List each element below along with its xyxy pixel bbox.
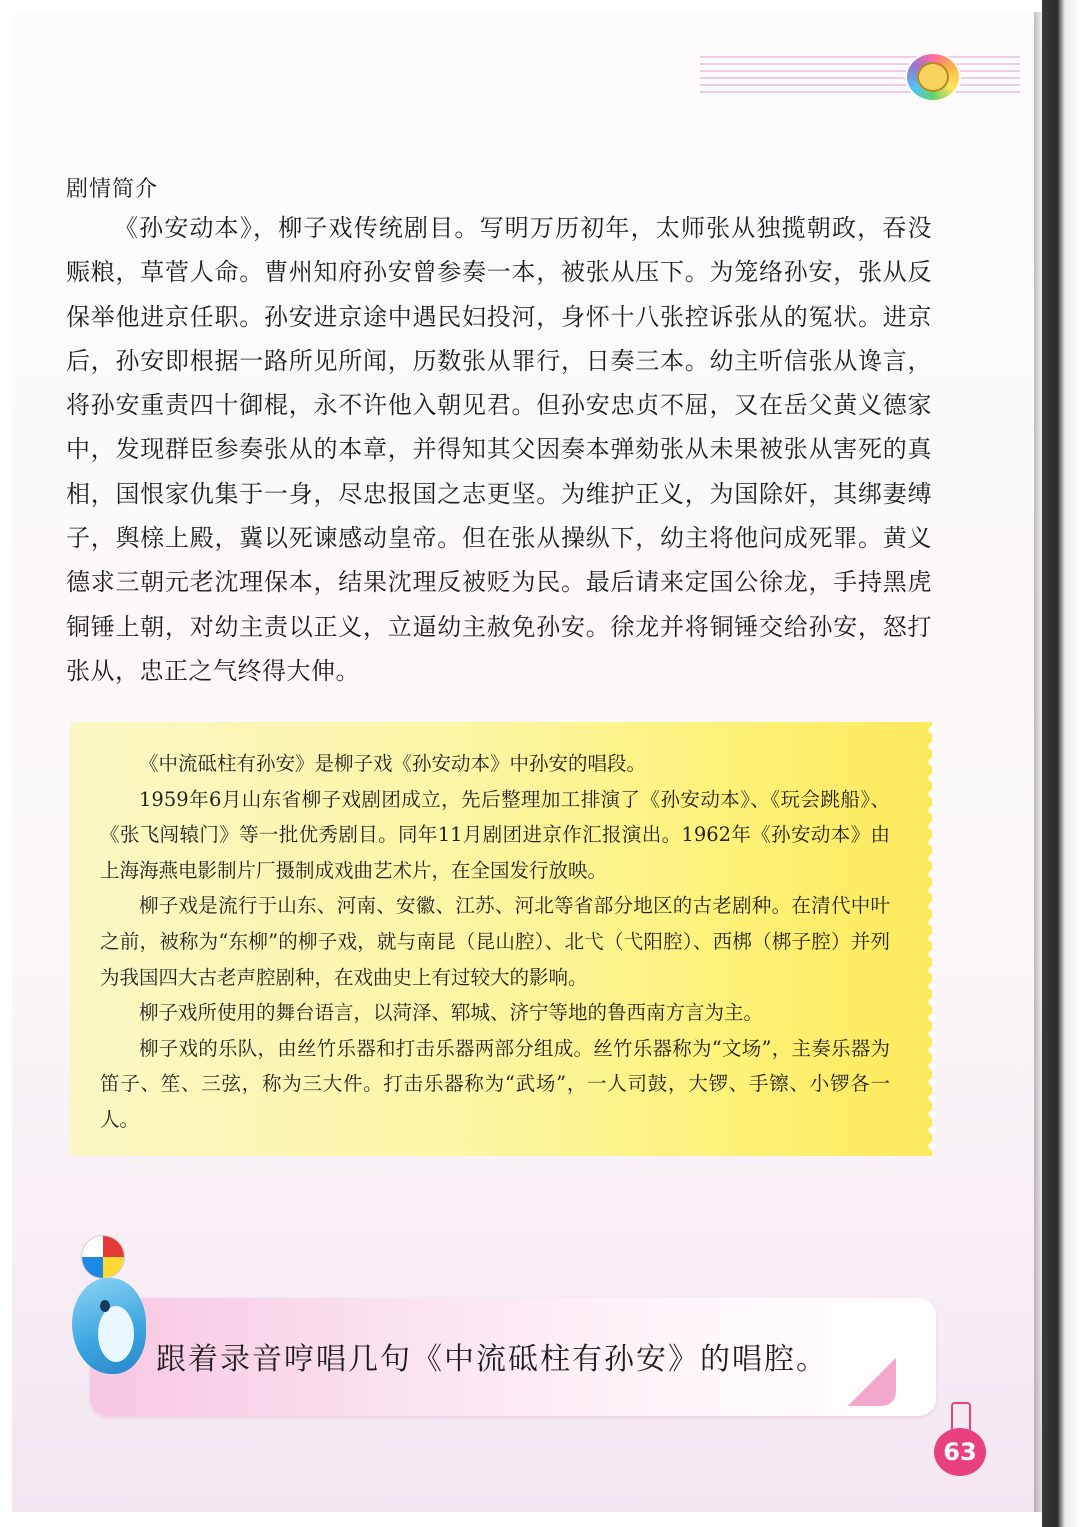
info-text [100,746,890,1138]
info-box [70,722,932,1156]
perforated-edge [926,722,938,1156]
info-paragraph: 柳子戏所使用的舞台语言，以菏泽、郓城、济宁等地的鲁西南方言为主。 [139,1001,764,1025]
info-paragraph: 柳子戏是流行于山东、河南、安徽、江苏、河北等省部分地区的古老剧种。在清代中叶之前，被称为“东柳”的柳子戏，就与南昆（昆山腔）、北弋（弋阳腔）、西梆（梆子腔）并列为我国四大古老声腔剧种，在戏曲史上有过较大的影响。 [100,894,890,989]
header-decoration-lines [700,56,1020,96]
colorful-emblem-icon [905,52,961,102]
page-curl-decoration [848,1358,896,1406]
info-paragraph: 柳子戏的乐队，由丝竹乐器和打击乐器两部分组成。丝竹乐器称为“文场”，主奏乐器为笛子、笙、三弦，称为三大件。打击乐器称为“武场”，一人司鼓，大锣、手镲、小锣各一人。 [100,1036,890,1131]
info-paragraph: 1959年6月山东省柳子戏剧团成立，先后整理加工排演了《孙安动本》、《玩会跳船》、《张飞闯辕门》等一批优秀剧目。同年11月剧团进京作汇报演出。1962年《孙安动本》由上海海燕电影制片厂摄制成戏曲艺术片，在全国发行放映。 [100,787,890,882]
instruction-text: 跟着录音哼唱几句《中流砥柱有孙安》的唱腔。 [156,1342,828,1377]
dolphin-eye [100,1300,110,1312]
dolphin-belly [98,1306,134,1362]
page-edge [1042,0,1080,1527]
plot-summary: 《孙安动本》，柳子戏传统剧目。写明万历初年，太师张从独揽朝政，吞没赈粮，草菅人命。曹州知府孙安曾参奏一本，被张从压下。为笼络孙安，张从反保举他进京任职。孙安进京途中遇民妇投河，身怀十八张控诉张从的冤状。进京后，孙安即根据一路所见所闻，历数张从罪行，日奏三本。幼主听信张从谗言，将孙安重责四十御棍，永不许他入朝见君。但孙安忠贞不屈，又在岳父黄义德家中，发现群臣参奏张从的本章，并得知其父因奏本弹劾张从未果被张从害死的真相，国恨家仇集于一身，尽忠报国之志更坚。为维护正义，为国除奸，其绑妻缚子，舆榇上殿，冀以死谏感动皇帝。但在张从操纵下，幼主将他问成死罪。黄义德求三朝元老沈理保本，结果沈理反被贬为民。最后请来定国公徐龙，手持黑虎铜锤上朝，对幼主责以正义，立逼幼主赦免孙安。徐龙并将铜锤交给孙安，怒打张从，忠正之气终得大伸。 [66,214,932,685]
beach-ball-icon [82,1236,124,1278]
section-heading: 剧情简介 [66,177,159,202]
info-paragraph: 《中流砥柱有孙安》是柳子戏《孙安动本》中孙安的唱段。 [139,752,647,775]
page-number: 63 [934,1428,986,1476]
